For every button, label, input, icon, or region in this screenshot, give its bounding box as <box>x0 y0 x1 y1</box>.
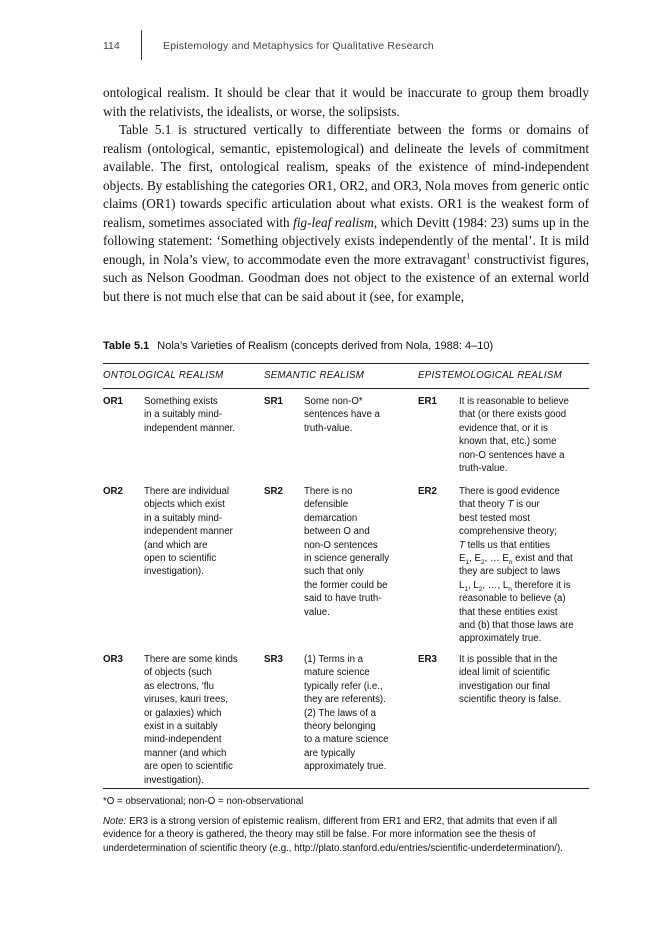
er2-line: that these entities exist <box>459 606 558 618</box>
separator: , <box>469 553 475 565</box>
er2-line: therefore it is <box>511 579 571 591</box>
header-semantic: SEMANTIC REALISM <box>264 370 365 382</box>
er2-line: that theory <box>459 499 508 511</box>
cell-sr3 <box>264 653 418 789</box>
entity-e: E <box>459 553 466 565</box>
code-or2: OR2 <box>103 486 123 497</box>
paragraph-1: ontological realism. It should be clear that it would be inaccurate to group them broadly with the relativists, the idealists, or worse, the solipsists. <box>103 85 589 119</box>
table-caption-text: Nola’s Varieties of Realism (concepts derived from Nola, 1988: 4–10) <box>157 340 494 352</box>
header-divider <box>141 30 142 60</box>
er2-line: comprehensive theory; <box>459 526 558 538</box>
code-sr3: SR3 <box>264 654 283 665</box>
note-label: Note: <box>103 816 127 827</box>
desc-er2 <box>459 485 589 651</box>
subscript: 1 <box>464 585 469 593</box>
code-or3: OR3 <box>103 654 123 665</box>
code-er2: ER2 <box>418 486 437 497</box>
cell-or3 <box>103 653 264 789</box>
separator: , …, <box>482 579 503 591</box>
er2-line: and (b) that those laws are <box>459 620 574 632</box>
er2-line: There is good evidence <box>459 486 560 497</box>
law-l: L <box>459 579 465 591</box>
code-sr2: SR2 <box>264 486 283 497</box>
desc-sr3: (1) Terms in a mature science typically refer (i.e., they are referents). (2) The laws of a theory belonging to a mature science are typically approximately true. <box>304 654 389 773</box>
code-er3: ER3 <box>418 654 437 665</box>
table-row <box>103 653 589 789</box>
cell-sr2 <box>264 485 418 651</box>
table-header-row <box>103 364 589 389</box>
cell-er1 <box>418 395 589 475</box>
paragraph-2-part-b: , which Devitt (1984: 23) sums up in the following statement: ‘Something objectively exists independently of the mental’. It is mild enough, in Nola’s view, to accommodate even the more extravagant <box>103 214 589 267</box>
code-sr1: SR1 <box>264 396 283 407</box>
header-ontological: ONTOLOGICAL REALISM <box>103 370 224 382</box>
body-text <box>103 84 589 306</box>
law-l: L <box>502 579 509 591</box>
code-or1: OR1 <box>103 396 123 407</box>
table-row <box>103 485 589 651</box>
subscript: n <box>508 585 512 593</box>
entity-e: E <box>474 553 481 565</box>
subscript: n <box>508 558 513 566</box>
cell-or2 <box>103 485 264 651</box>
theory-t-symbol: T <box>507 499 514 511</box>
desc-sr1: Some non-O* sentences have a truth-value. <box>304 396 380 434</box>
note-text: ER3 is a strong version of epistemic realism, different from ER1 and ER2, that admits that even if all evidence for a theory is gathered, the theory may still be false. For more information see the thesis of underdetermination of scientific theory (e.g., http://plato.stanford.edu/entries/scientific-underdetermination/). <box>103 816 563 854</box>
table-footnote: *O = observational; non-O = non-observational <box>103 796 304 807</box>
table-note <box>103 815 589 855</box>
running-title: Epistemology and Metaphysics for Qualitative Research <box>163 40 434 52</box>
desc-or1: Something exists in a suitably mind- independent manner. <box>144 396 236 434</box>
table-caption <box>103 340 589 352</box>
table-row <box>103 395 589 475</box>
table-bottom-rule <box>103 788 589 789</box>
subscript: 1 <box>465 558 470 566</box>
cell-sr1 <box>264 395 418 475</box>
desc-er1: It is reasonable to believe that (or there exists good evidence that, or it is known that, etc.) some non-O sentences have a truth-value. <box>459 396 569 475</box>
separator: , <box>468 579 474 591</box>
separator: , … <box>484 553 503 565</box>
desc-er3: It is possible that in the ideal limit of scientific investigation our final scientific theory is false. <box>459 654 562 706</box>
page-number: 114 <box>103 40 120 52</box>
desc-or2: There are individual objects which exist in a suitably mind- independent manner (and which are open to scientific investigation). <box>144 486 233 578</box>
realism-table <box>103 363 589 789</box>
code-er1: ER1 <box>418 396 437 407</box>
er2-line: tells us that entities <box>464 539 550 551</box>
cell-er2 <box>418 485 589 651</box>
cell-or1 <box>103 395 264 475</box>
entity-e: E <box>502 553 509 565</box>
law-l: L <box>473 579 479 591</box>
subscript: 2 <box>478 585 483 593</box>
fig-leaf-realism-term: fig-leaf realism <box>293 214 374 230</box>
er2-line: is our <box>513 499 540 511</box>
cell-er3 <box>418 653 589 789</box>
paragraph-2-part-a: Table 5.1 is structured vertically to differentiate between the forms or domains of realism (ontological, semantic, epistemological) and delineate the levels of commitment available. The first, ontological realism, speaks of the existence of mind-independent objects. By establishing the categories OR1, OR2, and OR3, Nola moves from generic ontic claims (OR1) towards specific articulation about what exists. OR1 is the weakest form of realism, sometimes associated with <box>103 122 590 230</box>
footnote-ref[interactable]: 1 <box>466 251 471 261</box>
desc-or3: There are some kinds of objects (such as electrons, ‘flu viruses, kauri trees, or galaxies) which exist in a suitably mind-independent manner (and which are open to scientific investigation). <box>144 654 238 786</box>
er2-line: they are subject to laws <box>459 566 561 578</box>
er2-line: approximately true. <box>459 633 542 645</box>
theory-t-symbol: T <box>459 539 465 551</box>
er2-line: exist and that <box>512 553 573 565</box>
header-epistemological: EPISTEMOLOGICAL REALISM <box>418 370 563 382</box>
subscript: 2 <box>480 558 485 566</box>
er2-line: reasonable to believe (a) <box>459 593 566 605</box>
paragraph-2 <box>103 121 589 306</box>
paragraph-2-part-c: constructivist figures, such as Nelson Goodman. Goodman does not object to the existence of an external world but there is not much else that can be said about it (see, for example, <box>103 251 589 304</box>
table-label: Table 5.1 <box>103 340 150 352</box>
er2-line: best tested most <box>459 512 531 524</box>
desc-sr2: There is no defensible demarcation between O and non-O sentences in science generally such that only the former could be said to have truth- value. <box>304 486 390 618</box>
